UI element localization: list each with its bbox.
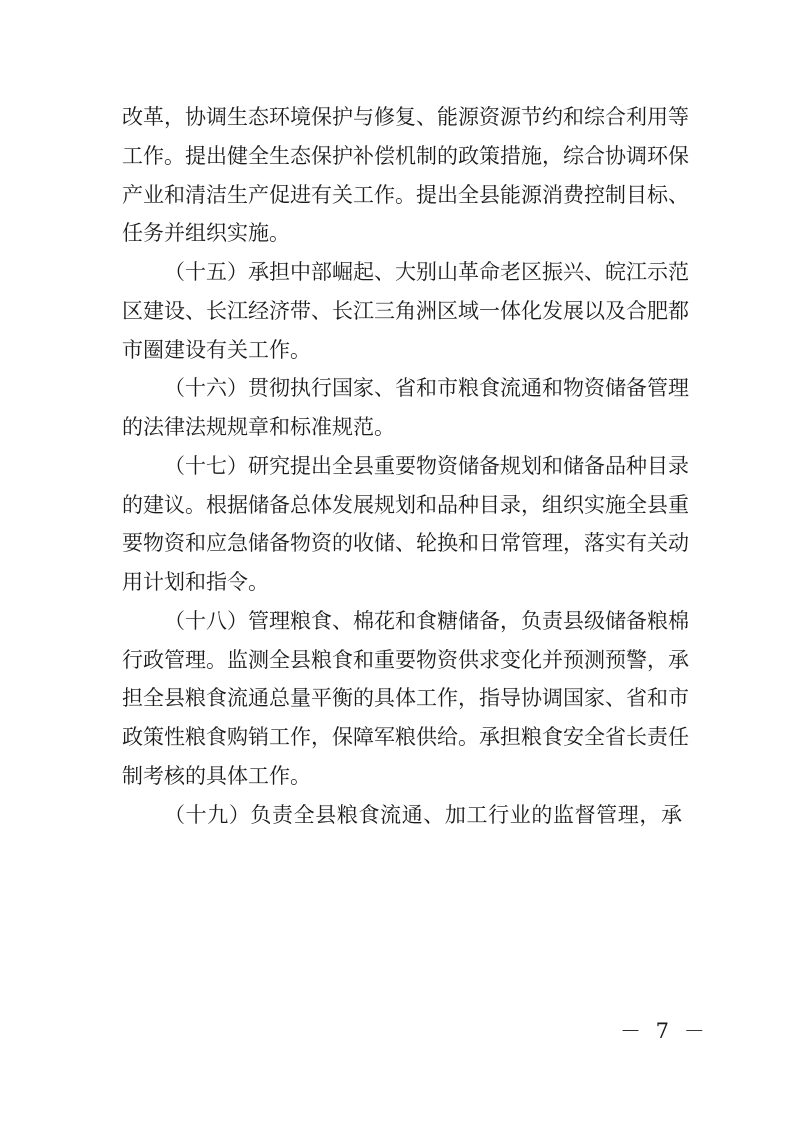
body-text-line: 任务并组织实施。: [122, 221, 290, 245]
body-text-line: 产业和清洁生产促进有关工作。提出全县能源消费控制目标、: [122, 183, 689, 207]
paragraph-16-heading-line: （十六）贯彻执行国家、省和市粮食流通和物资储备管理: [164, 376, 689, 400]
paragraph-19-heading-line: （十九）负责全县粮食流通、加工行业的监督管理，承: [164, 803, 682, 827]
paragraph-15-heading-line: （十五）承担中部崛起、大别山革命老区振兴、皖江示范: [164, 260, 689, 284]
paragraph-18-heading-line: （十八）管理粮食、棉花和食糖储备，负责县级储备粮棉: [164, 609, 689, 633]
page-number: － 7 －: [620, 1019, 709, 1043]
body-text-line: 用计划和指令。: [122, 570, 269, 594]
body-text-line: 行政管理。监测全县粮食和重要物资供求变化并预测预警，承: [122, 648, 689, 672]
body-text-line: 区建设、长江经济带、长江三角洲区域一体化发展以及合肥都: [122, 299, 689, 323]
body-text-line: 的法律法规规章和标准规范。: [122, 415, 395, 439]
paragraph-17-heading-line: （十七）研究提出全县重要物资储备规划和储备品种目录: [164, 454, 689, 478]
body-text-line: 的建议。根据储备总体发展规划和品种目录，组织实施全县重: [122, 493, 689, 517]
body-text-line: 政策性粮食购销工作，保障军粮供给。承担粮食安全省长责任: [122, 725, 689, 749]
body-text-line: 制考核的具体工作。: [122, 764, 311, 788]
body-text-line: 改革，协调生态环境保护与修复、能源资源节约和综合利用等: [122, 105, 689, 129]
body-text-line: 市圈建设有关工作。: [122, 338, 311, 362]
body-text-line: 工作。提出健全生态保护补偿机制的政策措施，综合协调环保: [122, 144, 689, 168]
body-text-line: 担全县粮食流通总量平衡的具体工作，指导协调国家、省和市: [122, 686, 689, 710]
body-text-line: 要物资和应急储备物资的收储、轮换和日常管理，落实有关动: [122, 531, 689, 555]
